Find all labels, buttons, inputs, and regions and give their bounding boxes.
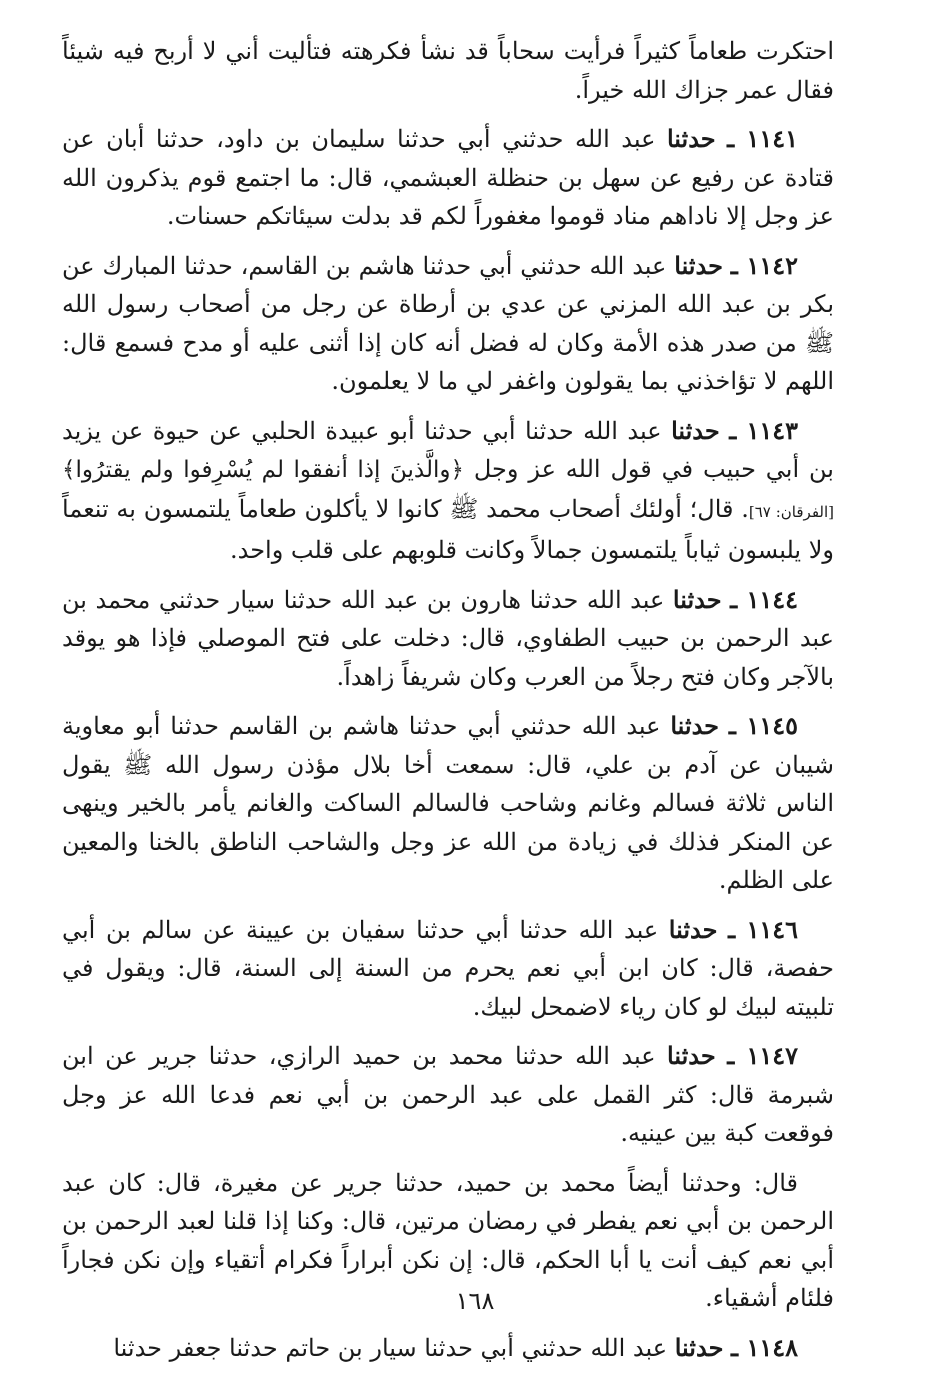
hadith-text: عبد الله حدثني أبي حدثنا هاشم بن القاسم حدثنا أبو معاوية شيبان عن آدم بن علي، قال: سمعت أخا بلال مؤذن رسول الله ﷺ يقول الناس ثلاثة فسالم وغانم وشاحب فالسالم الساكت والغانم يأمر بالخير وينهى عن المنكر فذلك في زيادة من الله عز وجل والشاحب الناطق بالخنا والمعين على الظلم. <box>62 712 834 894</box>
hadith-1146 <box>62 911 834 1027</box>
hadith-label: حدثنا <box>674 1332 724 1362</box>
hadith-text-continued: . قال؛ أولئك أصحاب محمد ﷺ كانوا لا يأكلون طعاماً يلتمسون به تنعماً ولا يلبسون ثياباً يلتمسون جمالاً وكانت قلوبهم على قلب واحد. <box>62 494 834 564</box>
hadith-1148 <box>62 1329 834 1368</box>
hadith-label: حدثنا <box>671 415 720 445</box>
hadith-number: ١١٤٨ ـ <box>731 1332 798 1362</box>
hadith-number: ١١٤٥ ـ <box>728 711 798 740</box>
hadith-number: ١١٤٤ ـ <box>730 584 798 614</box>
hadith-text: عبد الله حدثنا هارون بن عبد الله حدثنا سيار حدثني محمد بن عبد الرحمن بن حبيب الطفاوي، قال: دخلت على فتح الموصلي فإذا هو يوقد بالآجر وكان فتح رجلاً من العرب وكان شريفاً زاهداً. <box>62 585 834 691</box>
continuation-paragraph: قال: وحدثنا أيضاً محمد بن حميد، حدثنا جرير عن مغيرة، قال: كان عبد الرحمن بن أبي نعم يفطر في رمضان مرتين، قال: وكنا إذا قلنا لعبد الرحمن بن أبي نعم كيف أنت يا أبا الحكم، قال: إن نكن أبراراً فكرام أتقياء وإن نكن فجاراً فلئام أشقياء. <box>62 1168 834 1312</box>
hadith-text: عبد الله حدثنا أبي حدثنا سفيان بن عيينة عن سالم بن أبي حفصة، قال: كان ابن أبي نعم يحرم من السنة إلى السنة، قال: ويقول في تلبيته لبيك لو كان رياء لاضمحل لبيك. <box>62 915 835 1021</box>
hadith-number: ١١٤٦ ـ <box>728 914 798 944</box>
hadith-label: حدثنا <box>672 584 722 614</box>
hadith-number: ١١٤٣ ـ <box>729 415 798 445</box>
hadith-label: حدثنا <box>668 914 718 944</box>
hadith-label: حدثنا <box>670 711 719 740</box>
hadith-1143 <box>62 412 834 570</box>
hadith-text: عبد الله حدثني أبي حدثنا سيار بن حاتم حدثنا جعفر حدثنا <box>113 1333 668 1362</box>
hadith-text: عبد الله حدثنا محمد بن حميد الرازي، حدثنا جرير عن ابن شبرمة قال: كثر القمل على عبد الرحمن بن أبي نعم فدعا الله عز وجل فوقعت كبة بين عينيه. <box>62 1042 834 1147</box>
hadith-text: عبد الله حدثني أبي حدثنا سليمان بن داود، حدثنا أبان عن قتادة عن رفيع عن سهل بن حنظلة العبشمي، قال: ما اجتمع قوم يذكرون الله عز وجل إلا ناداهم مناد قوموا مغفوراً لكم قد بدلت سيئاتكم حسنات. <box>62 125 834 230</box>
intro-paragraph: احتكرت طعاماً كثيراً فرأيت سحاباً قد نشأ فكرهته فتأليت أني لا أربح فيه شيئاً فقال عمر جزاك الله خيراً. <box>62 37 834 104</box>
hadith-number: ١١٤٢ ـ <box>730 250 798 280</box>
hadith-text: عبد الله حدثنا أبي حدثنا أبو عبيدة الحلبي عن حيوة عن يزيد بن أبي حبيب في قول الله عز وجل <box>62 416 834 483</box>
hadith-1141 <box>62 120 834 236</box>
hadith-1145 <box>62 707 834 900</box>
quran-verse: ﴿والَّذينَ إذا أنفقوا لم يُسْرِفوا ولم يقترُوا﴾ <box>62 457 464 483</box>
hadith-label: حدثنا <box>674 250 723 280</box>
hadith-text: عبد الله حدثني أبي حدثنا هاشم بن القاسم، حدثنا المبارك عن بكر بن عبد الله المزني عن عدي بن أرطاة عن رجل من أصحاب رسول الله ﷺ من صدر هذه الأمة وكان له فضل أنه كان إذا أثنى عليه أو مدح فسمع قال: اللهم لا تؤاخذني بما يقولون واغفر لي ما لا يعلمون. <box>62 251 834 395</box>
page-body <box>62 32 834 1378</box>
page-number: ١٦٨ <box>455 1287 495 1315</box>
hadith-1147 <box>62 1037 834 1153</box>
verse-reference: [الفرقان: ٦٧] <box>748 502 834 521</box>
hadith-1142 <box>62 247 834 401</box>
hadith-number: ١١٤١ ـ <box>727 124 798 153</box>
hadith-label: حدثنا <box>666 124 716 153</box>
hadith-number: ١١٤٧ ـ <box>727 1041 798 1070</box>
hadith-label: حدثنا <box>667 1041 716 1070</box>
hadith-1144 <box>62 581 834 697</box>
